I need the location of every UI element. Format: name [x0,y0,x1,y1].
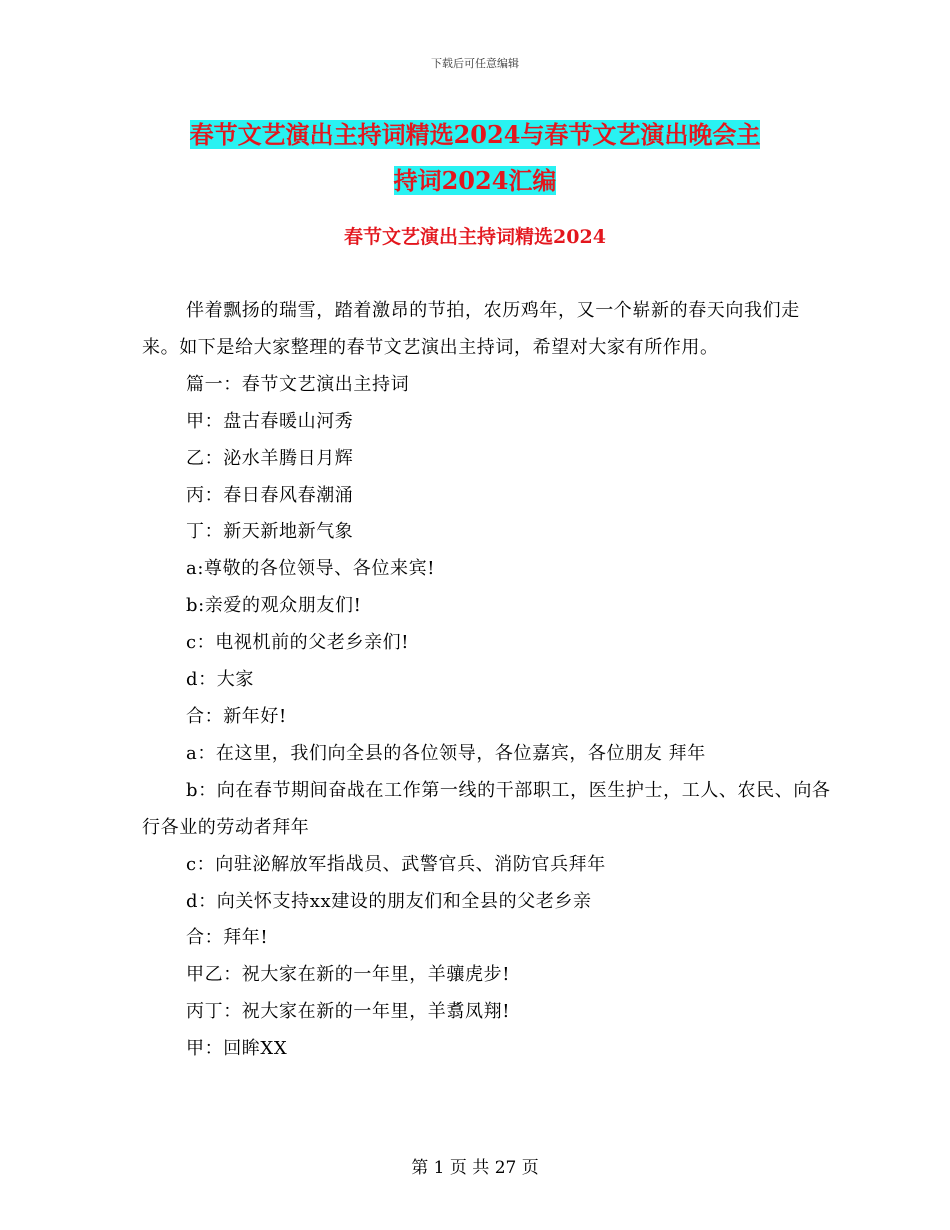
dialogue-line: 甲：回眸XX [186,1038,288,1060]
dialogue-line: c：电视机前的父老乡亲们! [186,632,410,654]
dialogue-line: c：向驻泌解放军指战员、武警官兵、消防官兵拜年 [186,853,606,875]
dialogue-line: 甲乙：祝大家在新的一年里，羊骧虎步! [186,964,511,986]
document-body [142,293,832,1068]
title-line-2: 持词2024汇编 [393,166,557,195]
intro-paragraph: 伴着飘扬的瑞雪，踏着激昂的节拍，农历鸡年，又一个崭新的春天向我们走来。如下是给大家整理的春节文艺演出主持词，希望对大家有所作用。 [142,300,800,358]
dialogue-line: 丙：春日春风春潮涌 [186,484,354,506]
dialogue-line: d：向关怀支持xx建设的朋友们和全县的父老乡亲 [186,890,592,912]
dialogue-line: 篇一：春节文艺演出主持词 [186,373,410,395]
dialogue-line: a:尊敬的各位领导、各位来宾! [186,558,436,580]
dialogue-list-2 [142,847,832,1068]
dialogue-line: 合：拜年! [186,927,269,949]
dialogue-list-1 [142,367,832,773]
dialogue-line: b:亲爱的观众朋友们! [186,595,362,617]
dialogue-line: a：在这里，我们向全县的各位领导，各位嘉宾，各位朋友 拜年 [186,742,706,764]
section-heading: 春节文艺演出主持词精选2024 [344,226,606,248]
dialogue-line: 合：新年好! [186,705,287,727]
title-line-1: 春节文艺演出主持词精选2024与春节文艺演出晚会主 [189,120,761,149]
dialogue-line: 甲：盘古春暖山河秀 [186,410,354,432]
document-title [0,112,950,204]
dialogue-line: 乙：泌水羊腾日月辉 [186,447,354,469]
dialogue-line-wrapped: b：向在春节期间奋战在工作第一线的干部职工，医生护士，工人、农民、向各行各业的劳动者拜年 [142,779,831,838]
dialogue-line: d：大家 [186,669,254,691]
dialogue-line: 丁：新天新地新气象 [186,521,354,543]
dialogue-line: 丙丁：祝大家在新的一年里，羊翥凤翔! [186,1001,511,1023]
page-header: 下载后可任意编辑 [431,57,519,70]
page-footer: 第 1 页 共 27 页 [411,1158,539,1178]
